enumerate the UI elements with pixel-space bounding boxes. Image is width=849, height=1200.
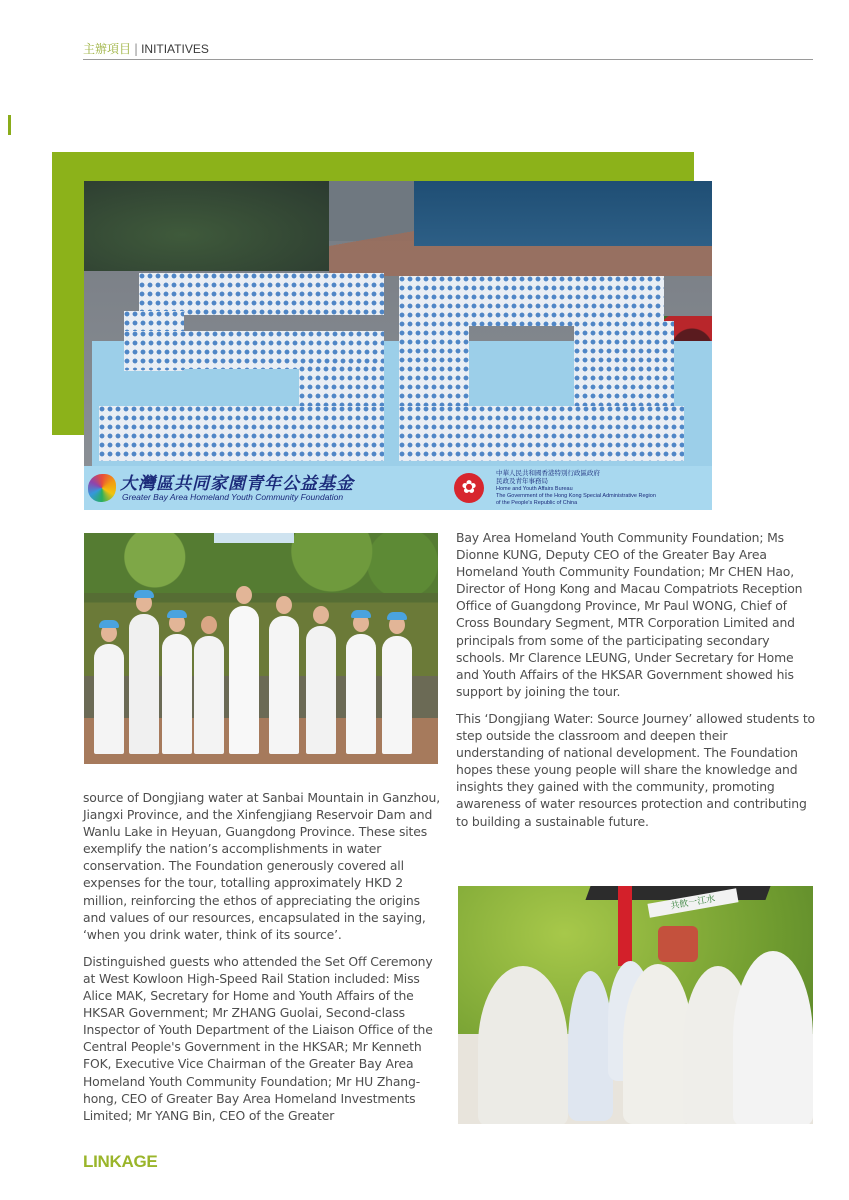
paragraph: Bay Area Homeland Youth Community Foundation; Ms Dionne KUNG, Deputy CEO of the Greater Bay Area Homeland Youth Community Foundation; Mr CHEN Hao, Director of Hong Kong and Macau Compatriots Reception Office of Guangdong Province, Mr Paul WONG, Chief of Cross Boundary Segment, MTR Corporation Limited and principals from some of the participating secondary schools. Mr Clarence LEUNG, Under Secretary for Home and Youth Affairs of the HKSAR Government showed his support by joining the tour. bbox=[456, 530, 803, 699]
gov-credit-zh-1: 中華人民共和國香港特別行政區政府 bbox=[496, 470, 600, 477]
section-label-zh: 主辦項目 bbox=[83, 42, 132, 56]
crowd-zero-top bbox=[399, 276, 664, 326]
banner-title-zh: 大灣區共同家園青年公益基金 bbox=[120, 474, 354, 494]
gov-credit-en-1: Home and Youth Affairs Bureau bbox=[496, 486, 573, 492]
header-separator: | bbox=[134, 42, 139, 56]
crowd-five-middle bbox=[124, 331, 384, 369]
photo-person bbox=[269, 616, 299, 754]
government-credit bbox=[496, 470, 656, 507]
paragraph: source of Dongjiang water at Sanbai Mountain in Ganzhou, Jiangxi Province, and the Xinfengjiang Reservoir Dam and Wanlu Lake in Heyuan, Guangdong Province. These sites exemplify the nation’s accomplishments in water conservation. The Foundation generously covered all expenses for the tour, totalling approximately HKD 2 million, reinforcing the ethos of appreciating the origins and values of our resources, encapsulated in the saying, ‘when you drink water, think of its source’. bbox=[83, 790, 440, 942]
photo-person bbox=[229, 606, 259, 754]
photo-person bbox=[162, 634, 192, 754]
article-column-right bbox=[456, 529, 818, 840]
photo-person bbox=[382, 636, 412, 754]
photo-person bbox=[194, 636, 224, 754]
photo-person bbox=[478, 966, 568, 1124]
gov-credit-zh-2: 民政及青年事務局 bbox=[496, 478, 548, 485]
foundation-logo-icon bbox=[88, 474, 116, 502]
photo-person bbox=[733, 951, 813, 1124]
section-label-en: INITIATIVES bbox=[141, 42, 209, 56]
lake-group-photo bbox=[84, 533, 438, 764]
photo-person bbox=[306, 626, 336, 754]
paragraph: Distinguished guests who attended the Set Off Ceremony at West Kowloon High-Speed Rail Station included: Miss Alice MAK, Secretary for Home and Youth Affairs of the HKSAR Government; Mr ZHANG Guolai, Second-class Inspector of Youth Department of the Liaison Office of the Central People's Government in the HKSAR; Mr Kenneth FOK, Executive Vice Chairman of the Greater Bay Area Homeland Youth Community Foundation; Mr HU Zhang-hong, CEO of Greater Bay Area Homeland Investments Limited; Mr YANG Bin, CEO of the Greater bbox=[83, 953, 433, 1123]
gov-credit-en-2: The Government of the Hong Kong Special Administrative Region bbox=[496, 493, 656, 499]
photo-person bbox=[568, 971, 613, 1121]
photo-person bbox=[346, 634, 376, 754]
paragraph: This ‘Dongjiang Water: Source Journey’ allowed students to step outside the classroom and deepen their understanding of national development. The Foundation hopes these young people will share the knowledge and insights they gained with the community, promoting awareness of water resources protection and contributing to building a sustainable future. bbox=[456, 710, 815, 829]
running-header bbox=[83, 41, 813, 60]
photo-sky bbox=[214, 533, 294, 543]
aerial-group-photo bbox=[84, 181, 712, 510]
photo-person bbox=[129, 614, 159, 754]
crowd-zero-bottom bbox=[399, 406, 684, 461]
gov-credit-en-3: of the People's Republic of China bbox=[496, 500, 578, 506]
crowd-five-top bbox=[139, 273, 384, 315]
photo-gondola bbox=[658, 926, 698, 962]
photo-person bbox=[94, 644, 124, 754]
photo-red-pole bbox=[618, 886, 632, 966]
magazine-brand: LINKAGE bbox=[83, 1152, 158, 1171]
crowd-five-bottom bbox=[99, 406, 384, 461]
article-column-left bbox=[83, 789, 443, 1134]
banner-title-en: Greater Bay Area Homeland Youth Community Foundation bbox=[122, 492, 344, 502]
photo-hill bbox=[84, 181, 329, 271]
photo-water bbox=[414, 181, 712, 246]
foundation-banner bbox=[84, 466, 712, 510]
hksar-emblem-icon: ✿ bbox=[454, 473, 484, 503]
cable-car-photo bbox=[458, 886, 813, 1124]
margin-accent-bar bbox=[8, 115, 11, 135]
photo-sign: 共飲一江水 bbox=[647, 888, 738, 917]
